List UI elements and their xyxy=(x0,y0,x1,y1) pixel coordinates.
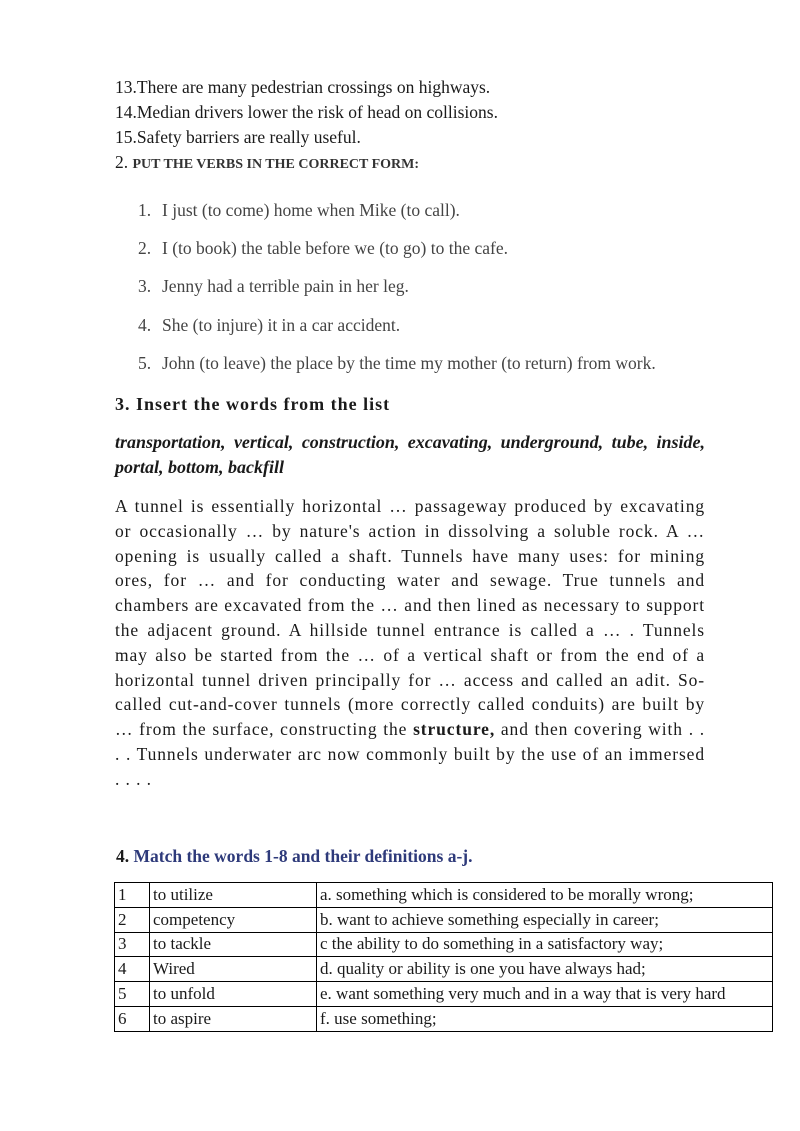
table-row: 1 to utilize a. something which is considered to be morally wrong; xyxy=(115,883,773,908)
table-row: 6 to aspire f. use something; xyxy=(115,1006,773,1031)
statement-13: 13.There are many pedestrian crossings on highways. xyxy=(115,77,491,97)
list-item: 5. John (to leave) the place by the time my mother (to return) from work. xyxy=(138,352,656,373)
statement-14: 14.Median drivers lower the risk of head on collisions. xyxy=(115,102,498,122)
matching-table xyxy=(114,882,773,1032)
section-2-number: 2. xyxy=(115,152,129,172)
list-item: 1. I just (to come) home when Mike (to call). xyxy=(138,200,460,220)
table-row: 4 Wired d. quality or ability is one you have always had; xyxy=(115,957,773,982)
table-row: 2 competency b. want to achieve something especially in career; xyxy=(115,907,773,932)
section-4-title: Match the words 1-8 and their definitions a-j. xyxy=(133,846,473,866)
list-item: 3. Jenny had a terrible pain in her leg. xyxy=(138,276,409,297)
table-row: 5 to unfold e. want something very much and in a way that is very hard xyxy=(115,982,773,1007)
section-2-heading xyxy=(115,150,419,177)
section-4-heading xyxy=(116,844,472,869)
word-list: transportation, vertical, construction, excavating, underground, tube, inside, portal, bottom, backfill xyxy=(115,432,705,477)
list-item: 2. I (to book) the table before we (to go) to the cafe. xyxy=(138,238,508,259)
statement-15: 15.Safety barriers are really useful. xyxy=(115,127,361,147)
section-4-number: 4. xyxy=(116,846,130,866)
table-row: 3 to tackle c the ability to do something in a satisfactory way; xyxy=(115,932,773,957)
section-3-heading: 3. Insert the words from the list xyxy=(115,394,391,414)
verb-exercise-list xyxy=(138,200,656,391)
bold-word: structure, xyxy=(413,719,496,740)
section-2-title: PUT THE VERBS IN THE CORRECT FORM: xyxy=(132,157,420,172)
tunnel-paragraph: A tunnel is essentially horizontal … passageway produced by excavating or occasionally … by nature's action in dissolving a soluble rock. A … opening is usually called a shaft. Tunnels have many uses: for mining ores, for … and for conducting water and sewage. True tunnels and chambers are excavated from the … and then lined as necessary to support the adjacent ground. A hillside tunnel entrance is called a … . Tunnels may also be started from the … of a vertical shaft or from the end of a horizontal tunnel driven principally for … access and called an adit. So-called cut-and-cover tunnels (more correctly called conduits) are built by … from the surface, constructing the structure, and then covering with . . . . Tunnels underwater arc now commonly built by the use of an immersed . . . . xyxy=(115,496,705,789)
list-item: 4. She (to injure) it in a car accident. xyxy=(138,314,401,335)
